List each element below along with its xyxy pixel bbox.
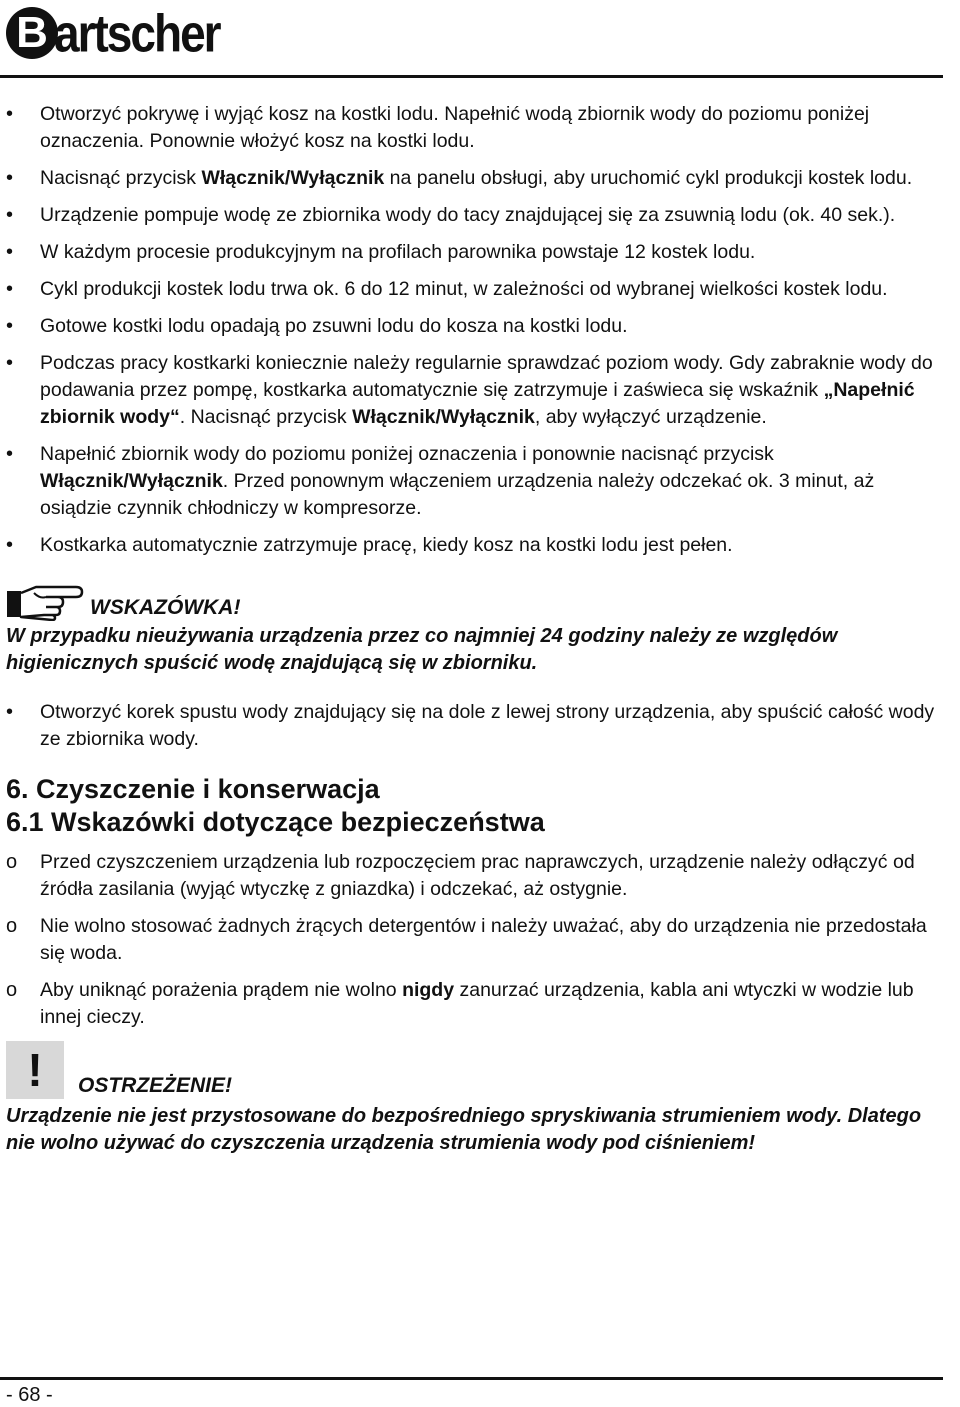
text-span: , aby wyłączyć urządzenie. [534, 406, 767, 428]
bold-text: Włącznik/Wyłącznik [201, 167, 385, 189]
safety-list [6, 849, 936, 1031]
text-span: Nie wolno stosować żadnych żrących detergentów i należy uważać, aby do urządzenia nie przedostała się woda. [40, 915, 927, 964]
text-span: Kostkarka automatycznie zatrzymuje pracę, kiedy kosz na kostki lodu jest pełen. [40, 534, 733, 556]
warning-title: OSTRZEŻENIE! [78, 1074, 233, 1097]
section-title: 6. Czyszczenie i konserwacja [6, 774, 380, 804]
list-item [6, 532, 936, 559]
list-item [6, 350, 936, 431]
text-span: Podczas pracy kostkarki koniecznie należy regularnie sprawdzać poziom wody. Gdy zabraknie wody do podawania przez pompę, kostkarka automatycznie się zatrzymuje i zaświeca się wskaźnik [40, 352, 933, 401]
text-span: Aby uniknąć porażenia prądem nie wolno [40, 979, 403, 1001]
list-item [6, 849, 936, 903]
list-item [6, 202, 936, 229]
text-span: Cykl produkcji kostek lodu trwa ok. 6 do 12 minut, w zależności od wybranej wielkości kostek lodu. [40, 278, 888, 300]
page-number: - 68 - [6, 1384, 53, 1406]
list-item [6, 699, 936, 753]
warning-text: Urządzenie nie jest przystosowane do bezpośredniego spryskiwania strumieniem wody. Dlatego nie wolno używać do czyszczenia urządzenia strumienia wody pod ciśnieniem! [6, 1105, 922, 1154]
note-text: W przypadku nieużywania urządzenia przez co najmniej 24 godziny należy ze względów higienicznych spuścić wodę znajdującą się w zbiorniku. [6, 625, 838, 674]
instructions-list [6, 101, 936, 559]
text-span: . Nacisnąć przycisk [179, 406, 353, 428]
footer-rule [0, 1377, 943, 1380]
page-content [6, 101, 936, 1157]
note-header [6, 575, 936, 621]
drain-list [6, 699, 936, 753]
bold-text: Włącznik/Wyłącznik [40, 470, 223, 492]
list-item [6, 441, 936, 522]
list-item [6, 276, 936, 303]
list-item [6, 913, 936, 967]
text-span: Napełnić zbiornik wody do poziomu poniżej oznaczenia i ponownie nacisnąć przycisk [40, 443, 774, 465]
bold-text: nigdy [402, 979, 455, 1001]
bold-text: „Napełnić zbiornik wody“ [40, 379, 915, 428]
pointing-hand-icon [6, 579, 84, 621]
text-span: Nacisnąć przycisk [40, 167, 202, 189]
text-span: Przed czyszczeniem urządzenia lub rozpoczęciem prac naprawczych, urządzenie należy odłączyć od źródła zasilania (wyjąć wtyczkę z gniazdka) i odczekać, aż ostygnie. [40, 851, 915, 900]
bartscher-logo [6, 3, 220, 63]
text-span: na panelu obsługi, aby uruchomić cykl produkcji kostek lodu. [384, 167, 913, 189]
text-span: zanurzać urządzenia, kabla ani wtyczki w wodzie lub innej cieczy. [40, 979, 914, 1028]
text-span: . Przed ponownym włączeniem urządzenia należy odczekać ok. 3 minut, aż osiądzie czynnik chłodniczy w kompresorze. [40, 470, 875, 519]
list-item [6, 239, 936, 266]
text-span: Otworzyć pokrywę i wyjąć kosz na kostki lodu. Napełnić wodą zbiornik wody do poziomu poniżej oznaczenia. Ponownie włożyć kosz na kostki lodu. [40, 103, 870, 152]
list-item [6, 101, 936, 155]
exclamation-icon: ! [6, 1041, 64, 1099]
logo-initial: B [6, 7, 58, 59]
text-span: Urządzenie pompuje wodę ze zbiornika wody do tacy znajdującej się za zsuwnią lodu (ok. 40 sek.). [40, 204, 896, 226]
list-item [6, 977, 936, 1031]
list-item [6, 165, 936, 192]
header-rule [0, 75, 943, 78]
warning-header [6, 1041, 936, 1099]
text-span: Gotowe kostki lodu opadają po zsuwni lodu do kosza na kostki lodu. [40, 315, 628, 337]
note-title: WSKAZÓWKA! [90, 596, 241, 619]
subsection-title: 6.1 Wskazówki dotyczące bezpieczeństwa [6, 807, 545, 837]
logo-text: artscher [54, 3, 220, 63]
text-span: Otworzyć korek spustu wody znajdujący się na dole z lewej strony urządzenia, aby spuścić całość wody ze zbiornika wody. [40, 701, 935, 750]
list-item [6, 313, 936, 340]
text-span: W każdym procesie produkcyjnym na profilach parownika powstaje 12 kostek lodu. [40, 241, 756, 263]
bold-text: Włącznik/Wyłącznik [352, 406, 535, 428]
